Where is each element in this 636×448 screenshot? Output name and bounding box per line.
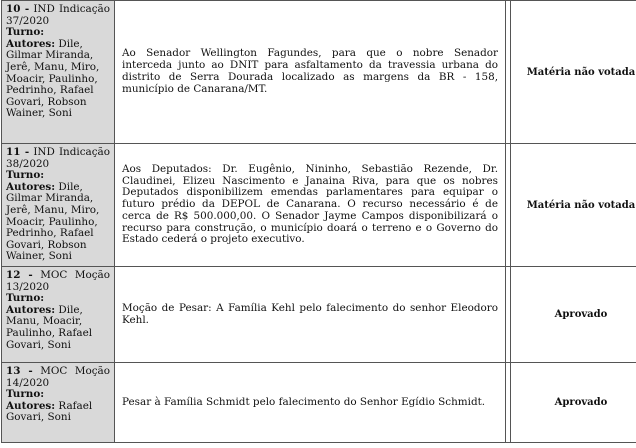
description-line: Pesar à Família Schmidt pelo falecimento do Senhor Egídio Schmidt.	[122, 395, 486, 408]
item-title-line	[6, 4, 110, 16]
item-type: IND Indicação	[33, 3, 110, 15]
description-line: cerca de R$ 500.000,00. O Senador Jayme Campos disponibilizará o	[122, 209, 498, 222]
table-row	[2, 144, 636, 267]
autores-line: Govari, Soni	[6, 338, 71, 351]
autores-line: Pedrinho, Rafael	[6, 84, 94, 97]
autores-line: Dile,	[55, 303, 83, 316]
description-line: futuro prédio da DEPOL de Canarana. O recurso necessário é de	[122, 198, 498, 211]
item-description-cell	[115, 267, 506, 363]
item-type: IND Indicação	[33, 146, 110, 158]
agenda-table	[1, 0, 636, 443]
item-number: 10 -	[6, 3, 30, 15]
turno-label: Turno:	[6, 169, 45, 182]
item-status: Matéria não votada	[511, 144, 636, 267]
description-line: distrito de Serra Dourada localizado as margens da BR - 158,	[122, 71, 498, 83]
item-header-cell	[2, 267, 115, 363]
autores-line: Dile,	[55, 180, 83, 193]
item-description-cell	[115, 363, 506, 443]
description-line: Aos Deputados: Dr. Eugênio, Nininho, Sebastião Rezende, Dr.	[122, 162, 498, 175]
item-status: Matéria não votada	[511, 1, 636, 144]
autores-line: Wainer, Soni	[6, 107, 72, 120]
item-code: 37/2020	[6, 14, 50, 27]
table-row	[2, 1, 636, 144]
autores-line: Pedrinho, Rafael	[6, 227, 94, 240]
autores-line: Manu, Moacir,	[6, 315, 83, 328]
turno-label: Turno:	[6, 292, 45, 305]
item-code: 38/2020	[6, 157, 50, 170]
item-number: 11 -	[6, 146, 30, 158]
description-line: Estado cederá o projeto executivo.	[122, 233, 305, 246]
item-header-cell	[2, 363, 115, 443]
autores-line: Moacir, Paulinho,	[6, 72, 98, 85]
item-type: MOC Moção	[40, 269, 111, 281]
autores-line: Jerê, Manu, Miro,	[6, 60, 100, 73]
description-line: Kehl.	[122, 313, 149, 326]
item-number: 12 -	[6, 269, 33, 281]
autores-label: Autores:	[6, 303, 56, 316]
table-row	[2, 267, 636, 363]
autores-line: Govari, Robson	[6, 95, 87, 108]
description-line: município de Canarana/MT.	[122, 82, 268, 95]
autores-line: Gilmar Miranda,	[6, 49, 94, 62]
item-type: MOC Moção	[40, 365, 111, 377]
description-line: interceda junto ao DNIT para asfaltamento da travessia urbana do	[122, 59, 498, 72]
autores-line: Govari, Robson	[6, 238, 87, 251]
item-code: 13/2020	[6, 280, 50, 293]
item-description-cell	[115, 144, 506, 267]
turno-label: Turno:	[6, 388, 45, 401]
table-row	[2, 363, 636, 443]
autores-line: Govari, Soni	[6, 411, 71, 424]
description-line: recurso para construção, o município doará o terreno e o Governo do	[122, 221, 498, 234]
item-title-line	[6, 147, 110, 159]
item-code: 14/2020	[6, 376, 50, 389]
autores-label: Autores:	[6, 37, 56, 50]
autores-line: Jerê, Manu, Miro,	[6, 203, 100, 216]
autores-line: Gilmar Miranda,	[6, 192, 94, 205]
item-description-cell	[115, 1, 506, 144]
item-status: Aprovado	[511, 363, 636, 443]
description-line: Claudinei, Elizeu Nascimento e Janaina Riva, para que os nobres	[122, 174, 498, 187]
description-line: Deputados disponibilizem emendas parlamentares para equipar o	[122, 186, 498, 199]
agenda-table-page	[1, 0, 635, 436]
turno-label: Turno:	[6, 26, 45, 39]
autores-line: Moacir, Paulinho,	[6, 215, 98, 228]
description-line: Ao Senador Wellington Fagundes, para que o nobre Senador	[122, 47, 498, 60]
item-header-cell	[2, 1, 115, 144]
item-title-line	[6, 366, 110, 378]
item-title-line	[6, 270, 110, 282]
item-number: 13 -	[6, 365, 33, 377]
autores-line: Dile,	[55, 37, 83, 50]
autores-line: Wainer, Soni	[6, 250, 72, 263]
autores-label: Autores:	[6, 399, 56, 412]
autores-line: Paulinho, Rafael	[6, 326, 93, 339]
item-header-cell	[2, 144, 115, 267]
autores-line: Rafael	[55, 399, 93, 412]
item-status: Aprovado	[511, 267, 636, 363]
description-line: Moção de Pesar: A Família Kehl pelo falecimento do senhor Eleodoro	[122, 301, 498, 314]
autores-label: Autores:	[6, 180, 56, 193]
